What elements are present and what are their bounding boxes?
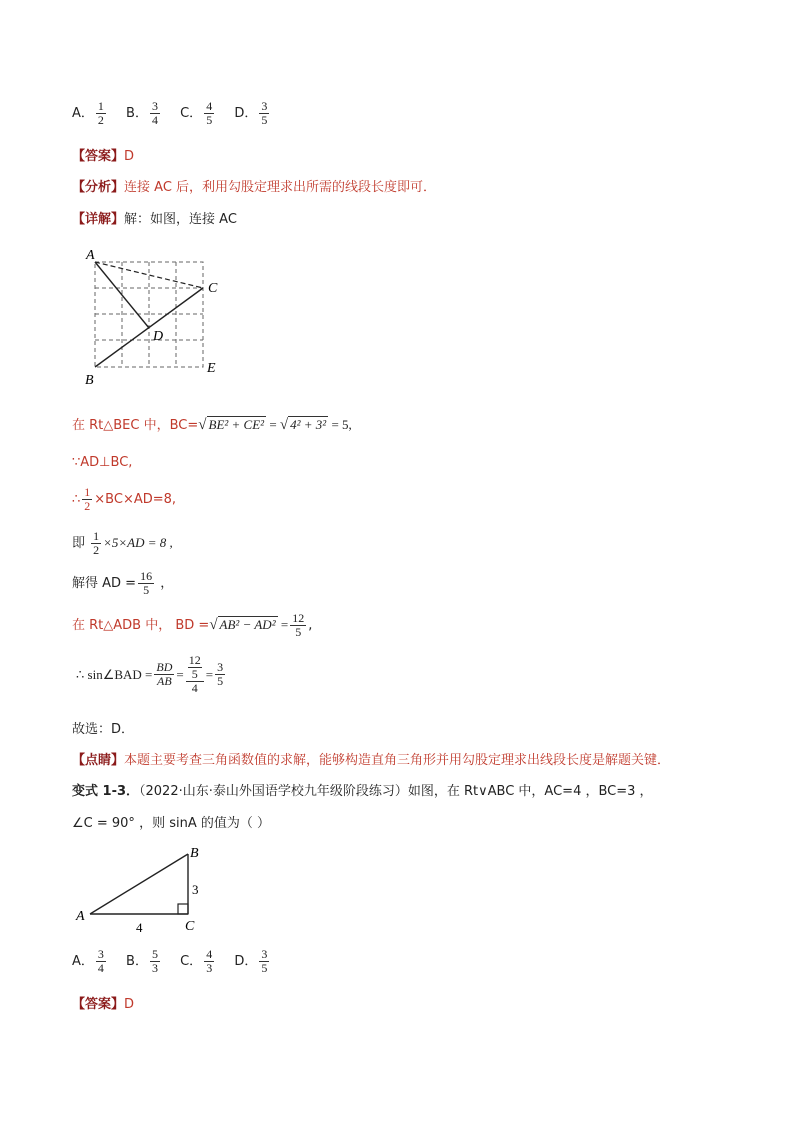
solution-line-2: ∵AD⊥BC, xyxy=(72,455,133,470)
solution-line-7: ∴ sin∠BAD = $\frac{BD}{AB}$ = 12 5 4 = $\frac{3}{5}$ xyxy=(76,653,224,695)
grid-figure xyxy=(80,244,230,389)
variant-label: 变式 1-3． xyxy=(72,784,140,799)
side-ac-label: 4 xyxy=(136,920,143,935)
tri-label-a: A xyxy=(76,909,85,924)
label-d: D xyxy=(153,329,164,344)
label-e: E xyxy=(207,361,216,376)
option-a: A． $\frac{3}{4}$ xyxy=(72,947,104,975)
option-c: C． $\frac{4}{3}$ xyxy=(180,947,213,975)
dashed-grid xyxy=(95,262,203,367)
comment-line: 【点睛】本题主要考查三角函数值的求解，能够构造直角三角形并用勾股定理求出线段长度是解题关键． xyxy=(72,753,671,768)
option-b: B． $\frac{3}{4}$ xyxy=(126,99,158,127)
solution-line-1: 在 Rt△BEC 中，BC=√ BE² + CE² = √ 4² + 3² = 5, xyxy=(72,417,352,433)
analysis-tag: 【分析】 xyxy=(72,180,125,195)
option-d: D． $\frac{3}{5}$ xyxy=(234,99,268,127)
solution-line-3: ∴ $\frac{1}{2}$ ×BC×AD=8, xyxy=(72,485,177,513)
detail-line xyxy=(72,208,237,227)
label-c: C xyxy=(208,281,218,296)
options-row-2 xyxy=(72,948,285,975)
answer-line-1 xyxy=(72,145,134,164)
side-bc-label: 3 xyxy=(192,882,199,897)
answer-line-2: 【答案】D xyxy=(72,997,135,1012)
analysis-text: 连接 AC 后，利用勾股定理求出所需的线段长度即可． xyxy=(124,180,437,195)
triangle-figure xyxy=(74,842,214,937)
option-b: B． $\frac{5}{3}$ xyxy=(126,947,158,975)
solution-line-4: 即 $\frac{1}{2}$ ×5×AD = 8 , xyxy=(72,529,173,557)
options-row-1 xyxy=(72,100,285,127)
tri-label-c: C xyxy=(185,919,195,934)
solution-line-8: 故选：D． xyxy=(72,722,135,737)
detail-tag: 【详解】 xyxy=(72,212,125,227)
right-angle-mark xyxy=(178,904,188,914)
solution-line-5: 解得 AD = $\frac{16}{5}$ ， xyxy=(72,569,174,597)
label-b: B xyxy=(85,373,94,388)
solution-line-6: 在 Rt△ADB 中， BD =√ AB² − AD² = $\frac{12}{5}$ , xyxy=(72,611,313,639)
answer-tag: 【答案】 xyxy=(72,149,125,164)
option-d: D． $\frac{3}{5}$ xyxy=(234,947,268,975)
variant-line-1: 变式 1-3．（2022·山东·泰山外国语学校九年级阶段练习）如图，在 Rt∨ABC 中，AC=4 ，BC=3 ， xyxy=(72,784,653,799)
analysis-line xyxy=(72,176,436,195)
detail-text: 解：如图，连接 AC xyxy=(124,212,237,227)
option-c: C． $\frac{4}{5}$ xyxy=(180,99,213,127)
option-a: A． $\frac{1}{2}$ xyxy=(72,99,104,127)
label-a: A xyxy=(86,248,95,263)
answer-value: D xyxy=(124,149,135,164)
tri-label-b: B xyxy=(190,846,199,861)
variant-line-2: ∠C = 90° ，则 sinA 的值为（ ） xyxy=(72,816,270,831)
